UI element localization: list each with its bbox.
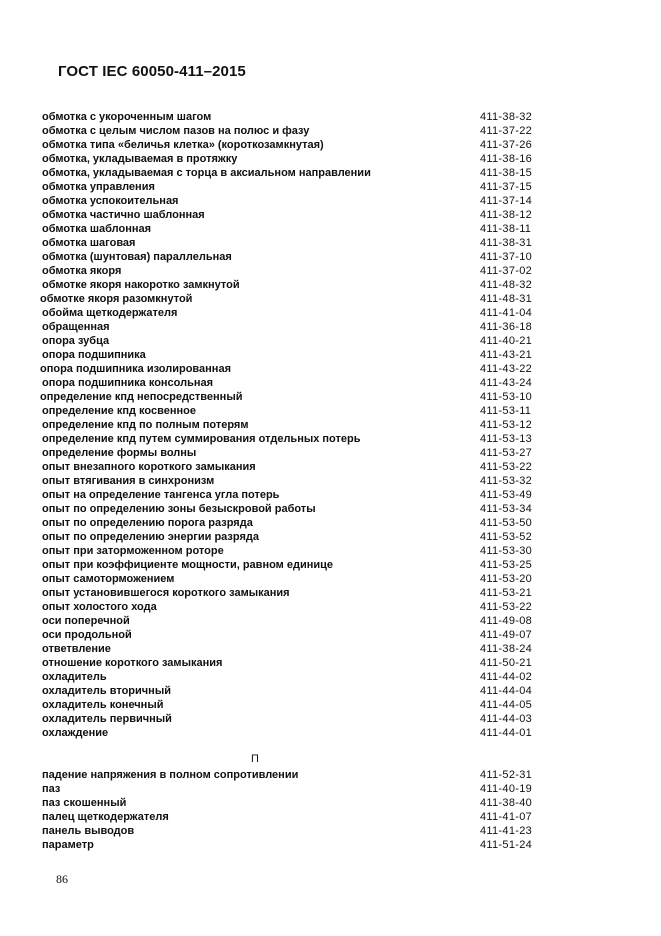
entry-term: обмотка (шунтовая) параллельная xyxy=(42,251,232,263)
entry-term: обмотка, укладываемая в протяжку xyxy=(42,153,238,165)
entry-code: 411-41-07 xyxy=(480,811,533,823)
entry-code: 411-37-02 xyxy=(480,265,533,277)
entry-term: обмотке якоря накоротко замкнутой xyxy=(42,279,240,291)
entry-code: 411-38-16 xyxy=(480,153,533,165)
entry-code: 411-53-20 xyxy=(480,573,533,585)
index-entry xyxy=(40,376,600,390)
entry-term: падение напряжения в полном сопротивлении xyxy=(42,769,299,781)
index-entry xyxy=(40,796,600,810)
index-entry xyxy=(40,180,600,194)
entry-code: 411-38-12 xyxy=(480,209,533,221)
entry-term: опыт при заторможенном роторе xyxy=(42,545,224,557)
entry-code: 411-53-21 xyxy=(480,587,533,599)
entry-term: обмотка шаговая xyxy=(42,237,136,249)
index-entry xyxy=(40,572,600,586)
entry-code: 411-49-07 xyxy=(480,629,533,641)
entry-term: обмотка с целым числом пазов на полюс и фазу xyxy=(42,125,310,137)
index-entry xyxy=(40,418,600,432)
entry-code: 411-50-21 xyxy=(480,657,533,669)
index-entry xyxy=(40,432,600,446)
index-entry xyxy=(40,502,600,516)
index-entry xyxy=(40,656,600,670)
entry-code: 411-44-01 xyxy=(480,727,533,739)
page-number: 86 xyxy=(56,872,68,886)
entry-code: 411-37-22 xyxy=(480,125,533,137)
entry-code: 411-48-32 xyxy=(480,279,533,291)
entry-term: паз xyxy=(42,783,61,795)
entry-code: 411-38-40 xyxy=(480,797,533,809)
index-entry xyxy=(40,628,600,642)
entry-code: 411-44-05 xyxy=(480,699,533,711)
entry-code: 411-38-31 xyxy=(480,237,533,249)
index-entry xyxy=(40,810,600,824)
index-entry xyxy=(40,306,600,320)
section-o-list xyxy=(40,110,600,740)
entry-term: опыт на определение тангенса угла потерь xyxy=(42,489,280,501)
document-header: ГОСТ IEC 60050-411–2015 xyxy=(58,63,246,80)
index-entry xyxy=(40,460,600,474)
entry-term: опора подшипника xyxy=(42,349,146,361)
index-entry xyxy=(40,488,600,502)
entry-code: 411-44-04 xyxy=(480,685,533,697)
entry-term: обмотка типа «беличья клетка» (короткозамкнутая) xyxy=(42,139,324,151)
entry-code: 411-43-24 xyxy=(480,377,533,389)
entry-term: охладитель конечный xyxy=(42,699,164,711)
entry-code: 411-53-22 xyxy=(480,601,533,613)
index-entry xyxy=(40,516,600,530)
entry-code: 411-37-15 xyxy=(480,181,533,193)
entry-code: 411-41-04 xyxy=(480,307,533,319)
entry-term: обмотка управления xyxy=(42,181,155,193)
entry-code: 411-53-50 xyxy=(480,517,533,529)
entry-term: оси продольной xyxy=(42,629,132,641)
index-entry xyxy=(40,208,600,222)
index-entry xyxy=(40,110,600,124)
entry-code: 411-53-12 xyxy=(480,419,533,431)
index-entry xyxy=(40,600,600,614)
entry-term: обмотка с укороченным шагом xyxy=(42,111,212,123)
entry-term: опыт по определению зоны безыскровой работы xyxy=(42,503,316,515)
index-entry xyxy=(40,712,600,726)
entry-code: 411-52-31 xyxy=(480,769,533,781)
entry-term: опыт холостого хода xyxy=(42,601,157,613)
entry-code: 411-53-27 xyxy=(480,447,533,459)
entry-term: определение кпд непосредственный xyxy=(40,391,243,403)
entry-code: 411-53-34 xyxy=(480,503,533,515)
index-entry xyxy=(40,446,600,460)
entry-term: обмотка успокоительная xyxy=(42,195,179,207)
index-entry xyxy=(40,474,600,488)
entry-code: 411-41-23 xyxy=(480,825,533,837)
entry-code: 411-38-24 xyxy=(480,643,533,655)
entry-code: 411-37-26 xyxy=(480,139,533,151)
entry-term: панель выводов xyxy=(42,825,135,837)
index-entry xyxy=(40,586,600,600)
entry-term: опыт втягивания в синхронизм xyxy=(42,475,215,487)
entry-code: 411-40-21 xyxy=(480,335,533,347)
entry-term: паз скошенный xyxy=(42,797,127,809)
section-letter-text: П xyxy=(251,753,259,765)
entry-term: опыт внезапного короткого замыкания xyxy=(42,461,256,473)
entry-code: 411-40-19 xyxy=(480,783,533,795)
entry-term: опыт по определению энергии разряда xyxy=(42,531,259,543)
entry-term: обмотке якоря разомкнутой xyxy=(40,293,193,305)
entry-term: параметр xyxy=(42,839,94,851)
entry-code: 411-53-11 xyxy=(480,405,532,417)
entry-term: опора подшипника консольная xyxy=(42,377,214,389)
entry-term: охладитель вторичный xyxy=(42,685,171,697)
index-entry xyxy=(40,264,600,278)
entry-term: определение кпд косвенное xyxy=(42,405,196,417)
index-entry xyxy=(40,334,600,348)
entry-term: опыт по определению порога разряда xyxy=(42,517,253,529)
entry-term: опора подшипника изолированная xyxy=(40,363,231,375)
entry-code: 411-53-25 xyxy=(480,559,533,571)
entry-code: 411-53-22 xyxy=(480,461,533,473)
index-entry xyxy=(40,614,600,628)
index-entry xyxy=(40,698,600,712)
index-entry xyxy=(40,684,600,698)
entry-code: 411-44-03 xyxy=(480,713,533,725)
entry-code: 411-53-32 xyxy=(480,475,533,487)
index-entry xyxy=(40,222,600,236)
entry-term: опыт установившегося короткого замыкания xyxy=(42,587,290,599)
entry-term: ответвление xyxy=(42,643,111,655)
entry-code: 411-53-10 xyxy=(480,391,533,403)
index-entry xyxy=(40,404,600,418)
index-entry xyxy=(40,824,600,838)
entry-term: обойма щеткодержателя xyxy=(42,307,178,319)
entry-code: 411-53-30 xyxy=(480,545,533,557)
entry-term: обмотка шаблонная xyxy=(42,223,152,235)
index-entry xyxy=(40,362,600,376)
entry-code: 411-53-49 xyxy=(480,489,533,501)
term-index xyxy=(40,110,600,852)
entry-term: опыт самоторможением xyxy=(42,573,175,585)
entry-term: опыт при коэффициенте мощности, равном единице xyxy=(42,559,334,571)
index-entry xyxy=(40,726,600,740)
index-entry xyxy=(40,838,600,852)
entry-code: 411-36-18 xyxy=(480,321,533,333)
index-entry xyxy=(40,250,600,264)
index-entry xyxy=(40,194,600,208)
entry-code: 411-37-10 xyxy=(480,251,533,263)
index-entry xyxy=(40,348,600,362)
index-entry xyxy=(40,782,600,796)
entry-code: 411-38-11 xyxy=(480,223,532,235)
entry-term: обращенная xyxy=(42,321,110,333)
index-entry xyxy=(40,544,600,558)
entry-term: оси поперечной xyxy=(42,615,130,627)
index-entry xyxy=(40,292,600,306)
entry-term: определение формы волны xyxy=(42,447,197,459)
entry-code: 411-44-02 xyxy=(480,671,533,683)
entry-code: 411-53-52 xyxy=(480,531,533,543)
entry-code: 411-37-14 xyxy=(480,195,533,207)
entry-term: обмотка, укладываемая с торца в аксиальном направлении xyxy=(42,167,371,179)
entry-term: отношение короткого замыкания xyxy=(42,657,223,669)
entry-term: определение кпд путем суммирования отдельных потерь xyxy=(42,433,361,445)
entry-term: обмотка частично шаблонная xyxy=(42,209,205,221)
index-entry xyxy=(40,278,600,292)
index-entry xyxy=(40,642,600,656)
section-letter xyxy=(40,740,600,768)
entry-code: 411-43-21 xyxy=(480,349,533,361)
index-entry xyxy=(40,558,600,572)
index-entry xyxy=(40,138,600,152)
entry-term: опора зубца xyxy=(42,335,110,347)
index-entry xyxy=(40,390,600,404)
entry-term: охладитель первичный xyxy=(42,713,172,725)
entry-term: определение кпд по полным потерям xyxy=(42,419,249,431)
entry-code: 411-53-13 xyxy=(480,433,533,445)
index-entry xyxy=(40,152,600,166)
index-entry xyxy=(40,530,600,544)
entry-code: 411-38-32 xyxy=(480,111,533,123)
entry-code: 411-51-24 xyxy=(480,839,533,851)
index-entry xyxy=(40,236,600,250)
index-entry xyxy=(40,768,600,782)
entry-term: охлаждение xyxy=(42,727,109,739)
index-entry xyxy=(40,670,600,684)
entry-code: 411-38-15 xyxy=(480,167,533,179)
index-entry xyxy=(40,124,600,138)
index-entry xyxy=(40,320,600,334)
entry-term: палец щеткодержателя xyxy=(42,811,169,823)
entry-term: обмотка якоря xyxy=(42,265,122,277)
entry-code: 411-48-31 xyxy=(480,293,533,305)
entry-code: 411-43-22 xyxy=(480,363,533,375)
entry-term: охладитель xyxy=(42,671,107,683)
index-entry xyxy=(40,166,600,180)
section-p-list xyxy=(40,768,600,852)
entry-code: 411-49-08 xyxy=(480,615,533,627)
